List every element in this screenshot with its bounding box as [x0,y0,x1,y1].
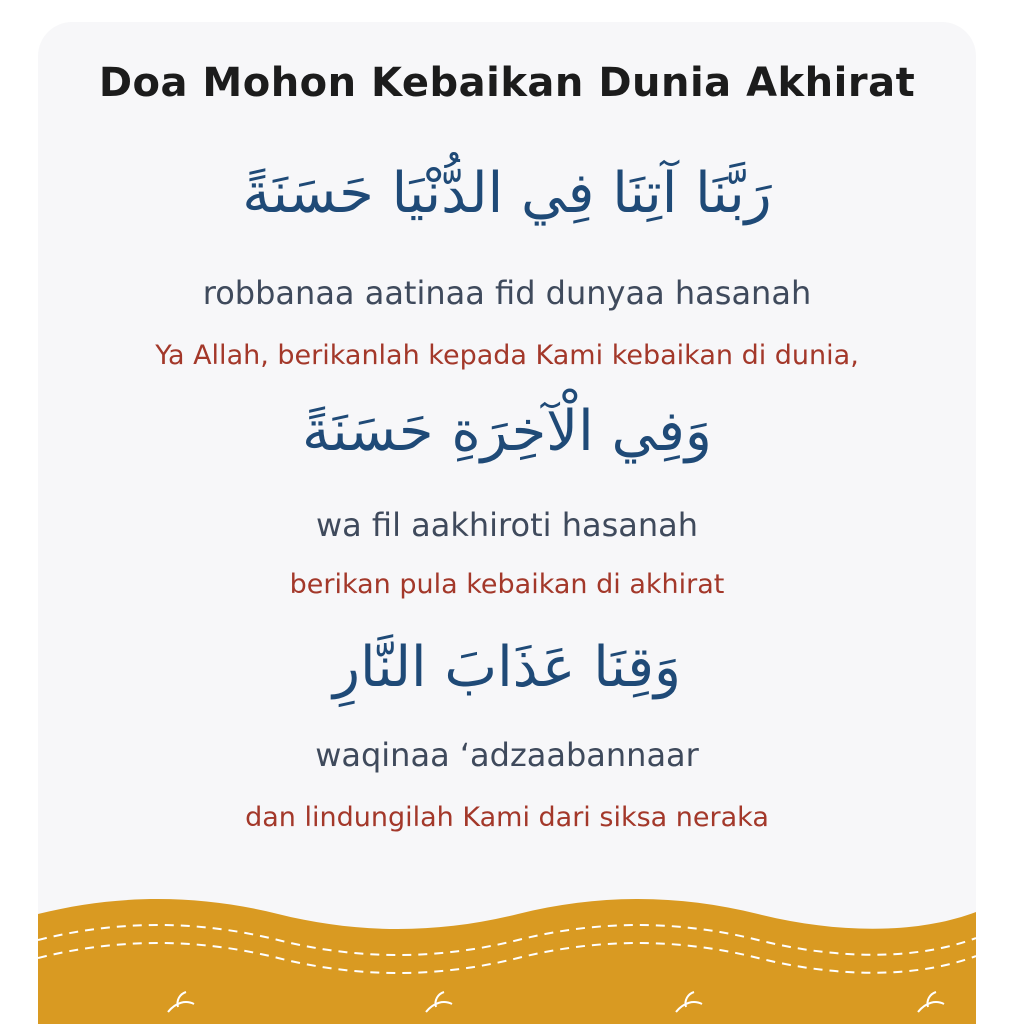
verse-1-meaning: Ya Allah, berikanlah kepada Kami kebaikan di dunia, [155,340,859,371]
page-title: Doa Mohon Kebaikan Dunia Akhirat [98,60,916,106]
verse-2-meaning: berikan pula kebaikan di akhirat [289,569,725,600]
verse-3-transliteration: waqinaa ‘adzaabannaar [315,736,699,774]
verse-3-meaning: dan lindungilah Kami dari siksa neraka [245,802,769,833]
verse-2-transliteration: wa fil aakhiroti hasanah [315,506,699,544]
verse-2-arabic: وَفِي الْآخِرَةِ حَسَنَةً [302,399,712,464]
decorative-wave-footer [38,894,976,1024]
verse-1-arabic: رَبَّنَا آتِنَا فِي الدُّنْيَا حَسَنَةً [242,161,772,226]
prayer-card [38,22,976,1024]
verse-3-arabic: وَقِنَا عَذَابَ النَّارِ [332,635,682,700]
verse-1-transliteration: robbanaa aatinaa fid dunyaa hasanah [202,274,812,312]
